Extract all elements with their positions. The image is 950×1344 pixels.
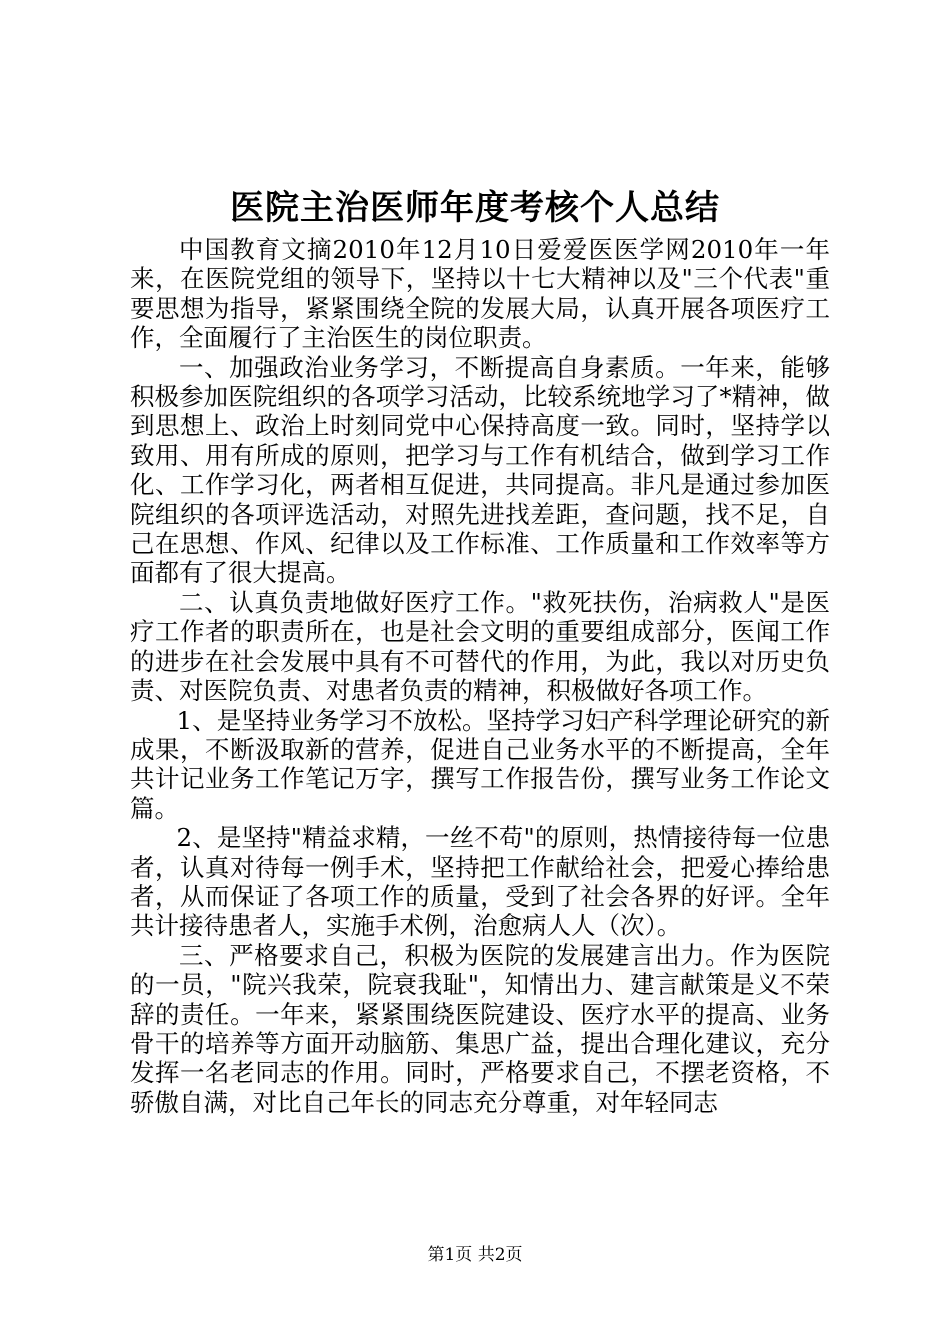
paragraph-item-1: 1、是坚持业务学习不放松。坚持学习妇产科学理论研究的新成果，不断汲取新的营养，促进自己业务水平的不断提高，全年共计记业务工作笔记万字，撰写工作报告份，撰写业务工作论文篇。	[130, 705, 830, 823]
paragraph-section-2: 二、认真负责地做好医疗工作。"救死扶伤，治病救人"是医疗工作者的职责所在，也是社会文明的重要组成部分，医闻工作的进步在社会发展中具有不可替代的作用，为此，我以对历史负责、对医院负责、对患者负责的精神，积极做好各项工作。	[130, 587, 830, 706]
paragraph-section-1: 一、加强政治业务学习，不断提高自身素质。一年来，能够积极参加医院组织的各项学习活动，比较系统地学习了*精神，做到思想上、政治上时刻同党中心保持高度一致。同时，坚持学以致用、用有所成的原则，把学习与工作有机结合，做到学习工作化、工作学习化，两者相互促进，共同提高。非凡是通过参加医院组织的各项评选活动，对照先进找差距，查问题，找不足，自己在思想、作风、纪律以及工作标准、工作质量和工作效率等方面都有了很大提高。	[130, 352, 830, 588]
paragraph-item-2: 2、是坚持"精益求精，一丝不苟"的原则，热情接待每一位患者，认真对待每一例手术，坚持把工作献给社会，把爱心捧给患者，从而保证了各项工作的质量，受到了社会各界的好评。全年共计接待患者人，实施手术例，治愈病人人（次）。	[130, 823, 830, 941]
document-title: 医院主治医师年度考核个人总结	[230, 188, 720, 228]
page-number-footer: 第1页 共2页	[427, 1245, 523, 1265]
document-body	[130, 235, 830, 1117]
paragraph-intro: 中国教育文摘2010年12月10日爱爱医医学网2010年一年来，在医院党组的领导下，坚持以十七大精神以及"三个代表"重要思想为指导，紧紧围绕全院的发展大局，认真开展各项医疗工作，全面履行了主治医生的岗位职责。	[130, 235, 830, 353]
paragraph-section-3: 三、严格要求自己，积极为医院的发展建言出力。作为医院的一员，"院兴我荣，院衰我耻"，知情出力、建言献策是义不荣辞的责任。一年来，紧紧围绕医院建设、医疗水平的提高、业务骨干的培养等方面开动脑筋、集思广益，提出合理化建议，充分发挥一名老同志的作用。同时，严格要求自己，不摆老资格，不骄傲自满，对比自己年长的同志充分尊重，对年轻同志	[130, 940, 830, 1117]
